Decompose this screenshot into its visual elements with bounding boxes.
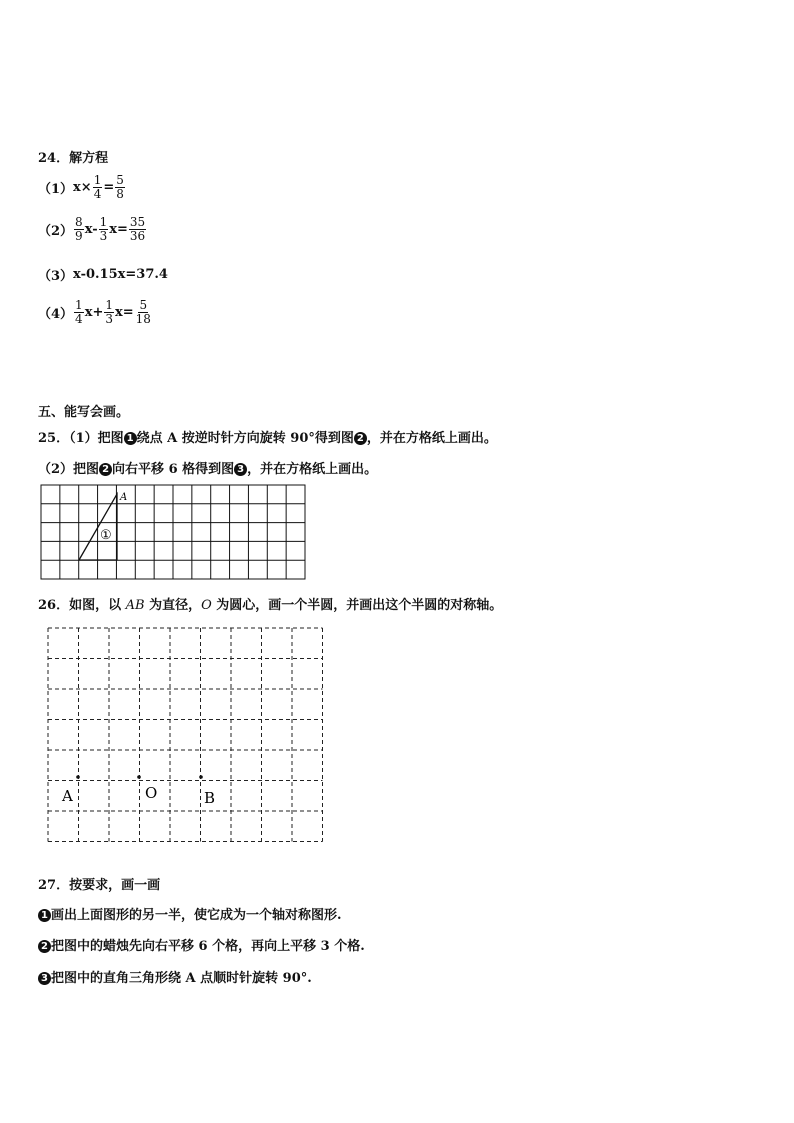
q27-item2-text: 把图中的蜡烛先向右平移 6 个格，再向上平移 3 个格. bbox=[51, 939, 365, 954]
q27-title: 27．按要求，画一画 bbox=[38, 878, 161, 893]
eq3-label: （3） bbox=[38, 269, 74, 284]
shape-1-label: ① bbox=[100, 528, 112, 543]
q26-ab: AB bbox=[125, 598, 145, 613]
eq2-f3-den: 36 bbox=[129, 229, 146, 243]
q27-circled-3: 3 bbox=[38, 972, 51, 985]
q25-grid bbox=[41, 485, 305, 579]
eq2-equals: x= bbox=[109, 222, 128, 237]
eq3-text: x-0.15x=37.4 bbox=[73, 267, 168, 282]
q27-item1-text: 画出上面图形的另一半，使它成为一个轴对称图形. bbox=[51, 908, 342, 923]
q27-item3-text: 把图中的直角三角形绕 A 点顺时针旋转 90°. bbox=[51, 971, 312, 986]
eq4-f2-den: 3 bbox=[105, 312, 113, 326]
point-b bbox=[199, 775, 203, 779]
q27-item-1 bbox=[38, 904, 342, 923]
label-a: A bbox=[62, 787, 73, 805]
point-a bbox=[76, 775, 80, 779]
eq1-f2-num: 5 bbox=[116, 173, 124, 187]
eq4-label: （4） bbox=[38, 307, 74, 322]
eq2-fraction-1 bbox=[74, 216, 84, 243]
eq2-f2-num: 1 bbox=[99, 215, 108, 229]
label-b: B bbox=[204, 789, 216, 807]
q25-line2-post: ，并在方格纸上画出。 bbox=[247, 462, 378, 477]
q25-line-2 bbox=[38, 458, 377, 477]
eq1-f1-den: 4 bbox=[93, 187, 102, 201]
q27-circled-2: 2 bbox=[38, 940, 51, 953]
eq2-label: （2） bbox=[38, 224, 74, 239]
eq2-fraction-3 bbox=[129, 216, 146, 243]
q27-circled-1: 1 bbox=[38, 909, 51, 922]
eq2-f2-den: 3 bbox=[99, 229, 108, 243]
q26-dashed-grid-figure bbox=[46, 626, 324, 842]
eq1-x: x× bbox=[73, 180, 92, 195]
eq1-fraction-1 bbox=[93, 174, 103, 201]
eq4-f2-num: 1 bbox=[105, 298, 113, 312]
q26-dashed-grid bbox=[48, 628, 323, 842]
q25-grid-lines bbox=[41, 485, 305, 579]
equation-3 bbox=[38, 265, 168, 284]
eq2-fraction-2 bbox=[99, 216, 109, 243]
eq4-fraction-3 bbox=[135, 299, 152, 326]
q26-text bbox=[38, 594, 502, 613]
point-o bbox=[137, 775, 141, 779]
eq4-equals: x= bbox=[114, 305, 134, 320]
q26-text-pre: 26．如图，以 bbox=[38, 598, 126, 613]
eq4-f1-num: 1 bbox=[75, 298, 83, 312]
q25-grid-figure bbox=[40, 484, 306, 580]
q25-line1-pre: 25．（1）把图 bbox=[38, 431, 124, 446]
circled-number-2b: 2 bbox=[99, 463, 112, 476]
equation-1 bbox=[38, 174, 126, 201]
eq2-f1-den: 9 bbox=[75, 229, 83, 243]
eq4-f1-den: 4 bbox=[75, 312, 83, 326]
q25-line2-pre: （2）把图 bbox=[38, 462, 100, 477]
eq4-f3-den: 18 bbox=[135, 312, 151, 326]
section-5-title: 五、能写会画。 bbox=[38, 405, 130, 420]
q27-item-3 bbox=[38, 967, 312, 986]
eq4-fraction-1 bbox=[74, 299, 84, 326]
q26-o: O bbox=[201, 598, 212, 613]
label-o: O bbox=[145, 784, 158, 802]
eq2-f1-num: 8 bbox=[75, 215, 83, 229]
circled-number-2: 2 bbox=[354, 432, 367, 445]
eq4-plus: x+ bbox=[84, 305, 104, 320]
q25-line-1 bbox=[38, 427, 497, 446]
eq2-minus: x- bbox=[84, 222, 98, 237]
q26-text-post: 为圆心，画一个半圆，并画出这个半圆的对称轴。 bbox=[211, 598, 503, 613]
q24-title: 24．解方程 bbox=[38, 151, 109, 166]
equation-4 bbox=[38, 299, 153, 326]
eq2-f3-num: 35 bbox=[129, 215, 146, 229]
eq1-f1-num: 1 bbox=[93, 173, 102, 187]
eq4-f3-num: 5 bbox=[139, 298, 148, 312]
equation-2 bbox=[38, 216, 147, 243]
q26-text-mid: 为直径， bbox=[144, 598, 202, 613]
circled-number-1: 1 bbox=[124, 432, 137, 445]
point-a-label: A bbox=[120, 492, 128, 503]
eq1-label: （1） bbox=[38, 182, 74, 197]
eq4-fraction-2 bbox=[104, 299, 114, 326]
q25-line2-mid: 向右平移 6 格得到图 bbox=[112, 462, 235, 477]
eq1-f2-den: 8 bbox=[116, 187, 124, 201]
eq1-fraction-2 bbox=[115, 174, 125, 201]
eq1-equals: = bbox=[103, 180, 115, 195]
q25-line1-mid: 绕点 A 按逆时针方向旋转 90°得到图 bbox=[136, 431, 354, 446]
q27-item-2 bbox=[38, 935, 365, 954]
q25-line1-post: ，并在方格纸上画出。 bbox=[366, 431, 497, 446]
circled-number-3: 3 bbox=[234, 463, 247, 476]
